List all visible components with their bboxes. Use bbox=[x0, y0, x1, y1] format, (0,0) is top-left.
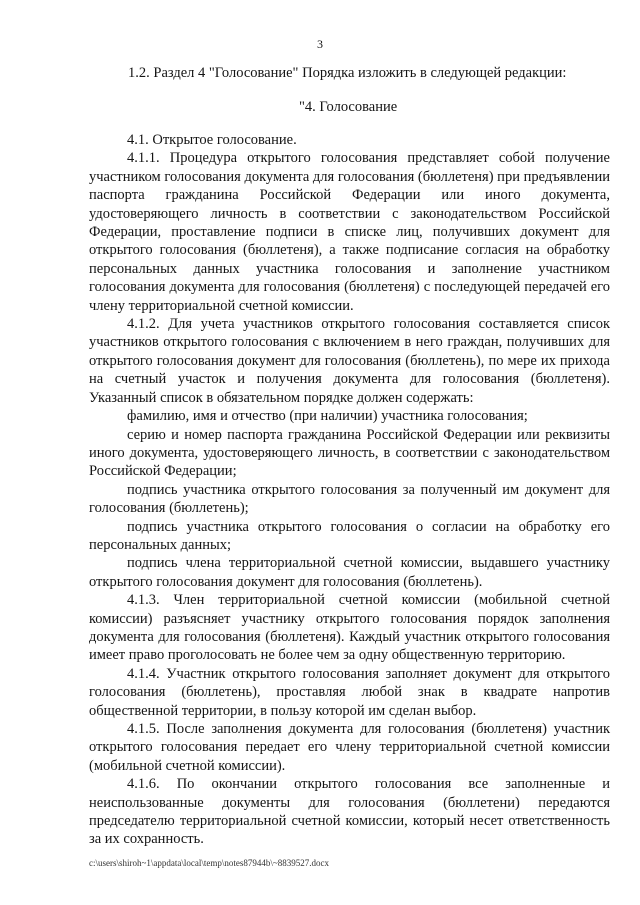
list-item-passport: серию и номер паспорта гражданина Российской Федерации или реквизиты иного документа, удостоверяющего личность, в соответствии с законодательством Российской Федерации; bbox=[89, 426, 610, 480]
list-item-name: фамилию, имя и отчество (при наличии) участника голосования; bbox=[127, 408, 528, 425]
paragraph-4-1-2: 4.1.2. Для учета участников открытого голосования составляется список участников открытого голосования с включением в него граждан, получивших для открытого голосования документ для голосования (бюллетень), по мере их прихода на счетный участок и получения документа для голосования (бюллетеня). Указанный список в обязательном порядке должен содержать: bbox=[89, 316, 610, 406]
page-number: 3 bbox=[317, 37, 323, 51]
section-title: "4. Голосование bbox=[299, 99, 398, 115]
list-item-signature-consent: подпись участника открытого голосования о согласии на обработку его персональных данных; bbox=[89, 518, 610, 553]
list-item-signature-document: подпись участника открытого голосования за полученный им документ для голосования (бюллетень); bbox=[89, 481, 610, 517]
paragraph-4-1-6: 4.1.6. По окончании открытого голосования все заполненные и неиспользованные документы для голосования (бюллетени) передаются председателю территориальной счетной комиссии, который несет ответственность за их сохранность. bbox=[89, 776, 610, 848]
paragraph-4-1-4: 4.1.4. Участник открытого голосования заполняет документ для открытого голосования (бюллетень), проставляя любой знак в квадрате напротив общественной территории, в пользу которой им сделан выбор. bbox=[89, 665, 610, 719]
file-path-footer: c:\users\shiroh~1\appdata\local\temp\notes87944b\~8839527.docx bbox=[89, 858, 329, 868]
list-item-commission-signature: подпись члена территориальной счетной комиссии, выдавшего участнику открытого голосования документ для голосования (бюллетень). bbox=[89, 555, 610, 590]
intro-line: 1.2. Раздел 4 "Голосование" Порядка изложить в следующей редакции: bbox=[128, 65, 567, 81]
paragraph-4-1-5: 4.1.5. После заполнения документа для голосования (бюллетеня) участник открытого голосования передает его члену территориальной счетной комиссии (мобильной счетной комиссии). bbox=[89, 721, 610, 774]
paragraph-4-1: 4.1. Открытое голосование. bbox=[127, 132, 297, 148]
paragraph-4-1-1: 4.1.1. Процедура открытого голосования представляет собой получение участником голосования документа для голосования (бюллетеня) при предъявлении паспорта гражданина Российской Федерации или иного документа, удостоверяющего личность в соответствии с законодательством Российской Федерации, проставление подписи в списке лиц, получивших документ для открытого голосования (бюллетеня), а также подписание согласия на обработку персональных данных участника голосования и заполнение участником голосования документа для голосования (бюллетеня) с последующей передачей его члену территориальной счетной комиссии. bbox=[89, 150, 610, 314]
paragraph-4-1-3: 4.1.3. Член территориальной счетной комиссии (мобильной счетной комиссии) разъясняет участнику открытого голосования порядок заполнения документа для голосования (бюллетеня). Каждый участник открытого голосования имеет право проголосовать не более чем за одну общественную территорию. bbox=[89, 592, 610, 664]
document-body bbox=[89, 131, 610, 849]
